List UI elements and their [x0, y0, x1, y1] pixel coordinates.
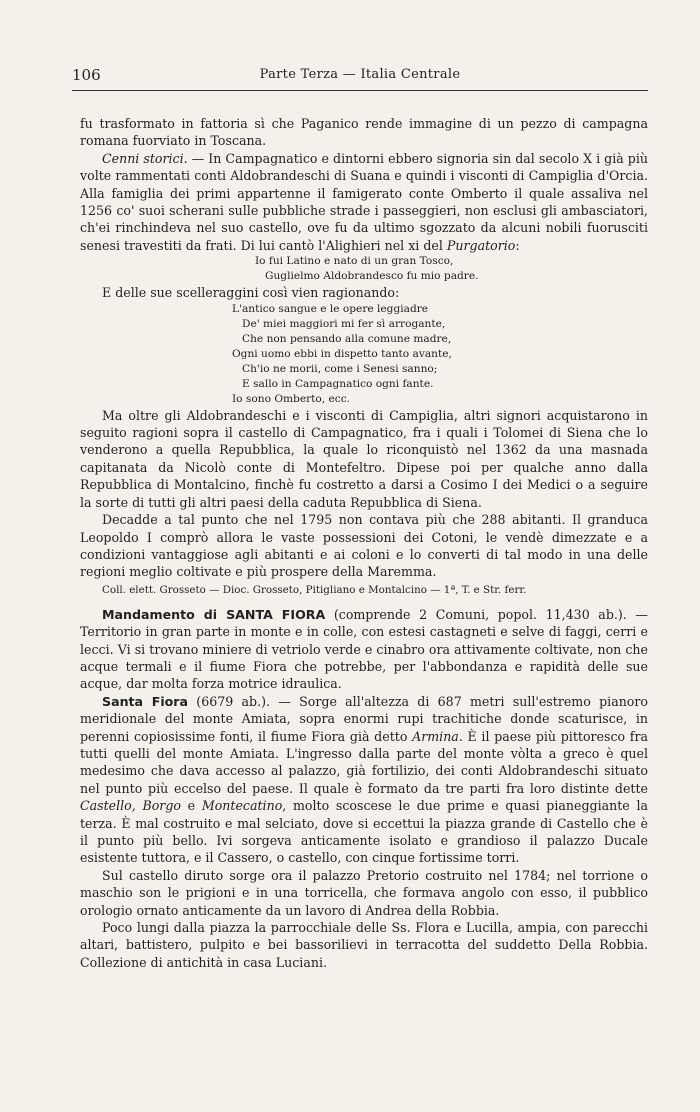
place-heading-santa-fiora: Santa Fiora — [102, 693, 188, 709]
section-label-cenni-storici: Cenni storici. — [102, 150, 188, 166]
paragraph-intro-verse: E delle sue scelleraggini così vien ragionando: — [102, 285, 400, 301]
verse-quote-2 — [232, 302, 648, 407]
page-number: 106 — [72, 66, 101, 84]
running-title: Parte Terza — Italia Centrale — [259, 67, 461, 82]
paragraph-history: Ma oltre gli Aldobrandeschi e i visconti di Campiglia, altri signori acquistarono in seguito ragioni sopra il castello di Campagnatico, fra i quali i Tolomei di Siena che lo venderono a quella Repubblica, la quale lo riconquistò nel 1362 da una masnada capitanata da Nicolò conte di Montefeltro. Dipese poi per qualche anno dalla Repubblica di Montalcino, finchè fu costretto a darsi a Cosimo I dei Medici o a seguire la sorte di tutti gli altri paesi della caduta Repubblica di Siena. — [80, 407, 648, 510]
verse-line: Ogni uomo ebbi in dispetto tanto avante, — [232, 347, 452, 360]
verse-line: Ch'io ne morii, come i Senesi sanno; — [242, 362, 438, 375]
verse-line: Io fui Latino e nato di un gran Tosco, — [255, 255, 454, 268]
paragraph-mandamento: Mandamento di SANTA FIORA (comprende 2 Comuni, popol. 11,430 ab.). — Territorio in gran parte in monte e in colle, con estesi castagneti e selve di faggi, cerri e lecci. Vi si trovano miniere di vetriolo verde e cinabro ora attivamente coltivate, non che acque termali e il fiume Fiora che potrebbe, per l'abbondanza e rapidità delle sue acque, dar molta forza motrice idraulica. — [80, 606, 648, 692]
paragraph-parrocchiale: Poco lungi dalla piazza la parrocchiale delle Ss. Flora e Lucilla, ampia, con parecchi altari, battistero, pulpito e bei bassorilievi in terracotta del suddetto Della Robbia. Collezione di antichità in casa Luciani. — [80, 920, 648, 970]
canto-number: xi — [408, 237, 420, 253]
paragraph-palazzo-pretorio: Sul castello diruto sorge ora il palazzo Pretorio costruito nel 1784; nel torrione o maschio son le prigioni e in una torricella, che formava angolo con esso, il pubblico orologio ornato anticamente da un lavoro di Andrea della Robbia. — [80, 867, 648, 918]
page-body — [80, 115, 648, 971]
paragraph-santa-fiora: Santa Fiora (6679 ab.). — Sorge all'altezza di 687 metri sull'estremo pianoro meridionale del monte Amiata, sopra enormi rupi trachitiche donde scaturisce, in perenni copiosissime fonti, il fiume Fiora già detto Armina. È il paese più pittoresco fra tutti quelli del monte Amiata. L'ingresso dalla parte del monte vòlta a greco è quel medesimo che dava accesso al palazzo, già fortilizio, dei conti Aldobrandeschi situato nel punto più eccelso del paese. Il quale è formato da tre parti fra loro distinte dette Castello, Borgo e Montecatino, molto scoscese le due prime e quasi pianeggiante la terza. È mal costruito e mal selciato, dove si eccettui la piazza grande di Castello che è il punto più bello. Ivi sorgeva anticamente isolato e grandioso il palazzo Ducale esistente tuttora, e il Cassero, o castello, con cinque fortissime torri. — [80, 693, 648, 866]
verse-line: E sallo in Campagnatico ogni fante. — [242, 377, 434, 390]
verse-quote-1 — [255, 254, 648, 284]
paragraph-cenni-storici: Cenni storici. — In Campagnatico e dintorni ebbero signoria sin dal secolo X i già più volte rammentati conti Aldobrandeschi di Suana e quindi i visconti di Campiglia d'Orcia. Alla famiglia dei primi appartenne il famigerato conte Omberto il quale assaliva nel 1256 co' suoi scherani sulle pubbliche strade i passeggieri, non esclusi gli ambasciatori, ch'ei rinchindeva nel suo castello, ove fu da ultimo sgozzato da alcuni nobili fuorusciti senesi travestiti da frati. Di lui cantò l'Alighieri nel xi del Purgatorio: — [80, 150, 648, 253]
verse-line: L'antico sangue e le opere leggiadre — [232, 302, 429, 315]
work-title: Purgatorio — [446, 237, 516, 253]
verse-line: Guglielmo Aldobrandesco fu mio padre. — [265, 270, 479, 283]
electoral-info: Coll. elett. Grosseto — Dioc. Grosseto, Pitigliano e Montalcino — 1ª, T. e Str. ferr. — [102, 583, 527, 596]
section-heading-mandamento: Mandamento di SANTA FIORA — [102, 606, 326, 622]
verse-line: Io sono Omberto, ecc. — [232, 392, 351, 405]
verse-line: Che non pensando alla comune madre, — [242, 332, 452, 345]
paragraph-continuation: fu trasformato in fattoria sì che Paganico rende immagine di un pezzo di campagna romana fuorviato in Toscana. — [80, 116, 648, 149]
verse-line: De' miei maggiori mi fer sì arrogante, — [242, 317, 446, 330]
page-header — [72, 66, 648, 91]
paragraph-decline: Decadde a tal punto che nel 1795 non contava più che 288 abitanti. Il granduca Leopoldo I comprò allora le vaste possessioni dei Cotoni, le vendè dimezzate e a condizioni vantaggiose agli abitanti e ai coloni e lo converti di tal modo in una delle regioni meglio coltivate e più prospere della Maremma. — [80, 512, 648, 580]
